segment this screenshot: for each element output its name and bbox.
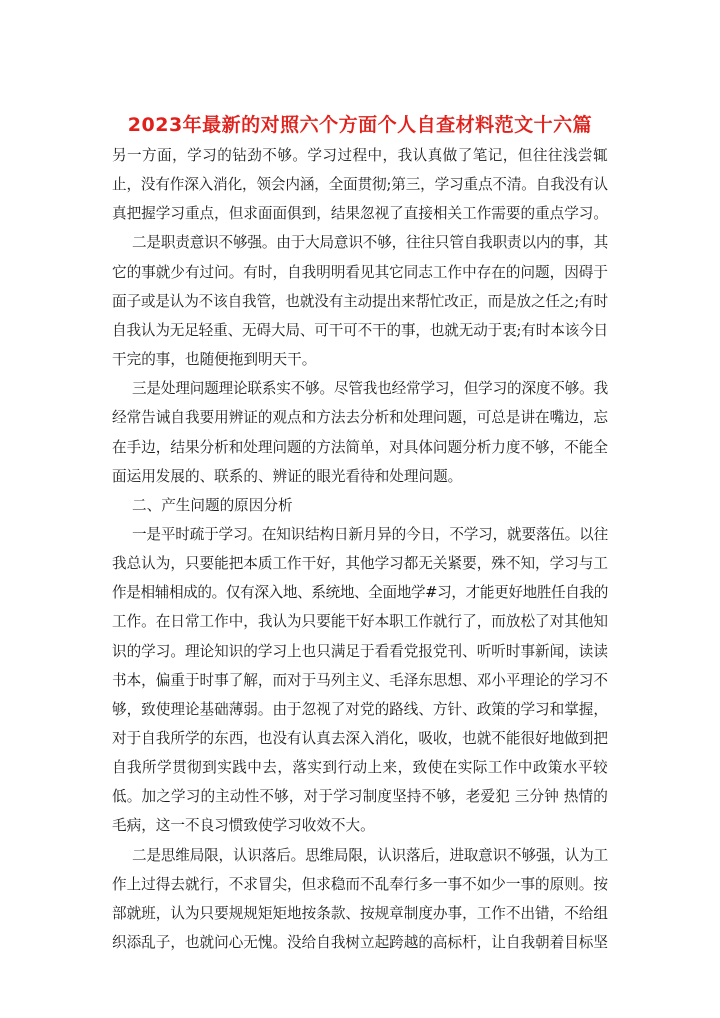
body-line-text: 干完的事，也随便拖到明天干。 (112, 351, 317, 369)
body-line (0, 580, 720, 606)
body-line (0, 872, 720, 898)
body-line-text: 另一方面，学习的钻劲不够。学习过程中，我认真做了笔记，但往往浅尝辄 (112, 147, 608, 164)
body-line (0, 143, 720, 169)
body-line-text: 面运用发展的、联系的、辨证的眼光看待和处理问题。 (112, 467, 463, 485)
body-line-text: 织添乱子，也就问心无愧。没给自我树立起跨越的高标杆，让自我朝着目标坚 (112, 934, 608, 952)
body-line (0, 609, 720, 635)
body-line-text: 面子或是认为不该自我管，也就没有主动提出来帮忙改正，而是放之任之;有时 (112, 292, 608, 310)
body-line-text: 书本，偏重于时事了解，而对于马列主义、毛泽东思想、邓小平理论的学习不 (112, 671, 608, 689)
body-line-text: 一是平时疏于学习。在知识结构日新月异的今日，不学习，就要落伍。以往 (132, 525, 608, 543)
document-title: 2023年最新的对照六个方面个人自查材料范文十六篇 (127, 114, 593, 136)
body-line (0, 843, 720, 869)
body-line-text: 真把握学习重点，但求面面俱到，结果忽视了直接相关工作需要的重点学习。 (112, 205, 608, 223)
body-line (0, 901, 720, 927)
body-line (0, 230, 720, 256)
body-line-text: 作是相辅相成的。仅有深入地、系统地、全面地学#习，才能更好地胜任自我的 (112, 584, 608, 602)
body-line (0, 668, 720, 694)
body-line-text: 二是思维局限，认识落后。思维局限，认识落后，进取意识不够强，认为工 (132, 846, 608, 864)
body-line (0, 813, 720, 839)
body-line-text: 够，致使理论基础薄弱。由于忽视了对党的路线、方针、政策的学习和掌握， (112, 700, 608, 718)
body-line-text: 经常告诫自我要用辨证的观点和方法去分析和处理问题，可总是讲在嘴边，忘 (112, 409, 608, 427)
body-line-text: 自我所学贯彻到实践中去，落实到行动上来，致使在实际工作中政策水平较 (112, 759, 608, 777)
body-line (0, 405, 720, 431)
body-line (0, 464, 720, 490)
body-line (0, 318, 720, 344)
body-line (0, 201, 720, 227)
body-line (0, 435, 720, 461)
body-line (0, 930, 720, 956)
body-line (0, 697, 720, 723)
body-line (0, 784, 720, 810)
body-line (0, 726, 720, 752)
body-line-text: 作上过得去就行，不求冒尖，但求稳而不乱奉行多一事不如少一事的原则。按 (112, 875, 608, 893)
body-line-text: 对于自我所学的东西，也没有认真去深入消化，吸收，也就不能很好地做到把 (112, 730, 608, 747)
body-line-text: 低。加之学习的主动性不够，对于学习制度坚持不够，老爱犯 三分钟 热情的 (112, 788, 608, 806)
body-line-text: 三是处理问题理论联系实不够。尽管我也经常学习，但学习的深度不够。我 (132, 380, 608, 398)
body-line-text: 二、产生问题的原因分析 (132, 496, 293, 514)
body-line-text: 止，没有作深入消化，领会内涵，全面贯彻;第三，学习重点不清。自我没有认 (112, 176, 608, 194)
body-line (0, 289, 720, 315)
body-line-text: 我总认为，只要能把本质工作干好，其他学习都无关紧要，殊不知，学习与工 (112, 555, 608, 573)
body-line (0, 347, 720, 373)
body-line-text: 识的学习。理论知识的学习上也只满足于看看党报党刊、听听时事新闻，读读 (112, 642, 608, 660)
body-line (0, 639, 720, 665)
body-line (0, 755, 720, 781)
body-line-text: 毛病，这一不良习惯致使学习收效不大。 (112, 817, 375, 835)
body-line-text: 自我认为无足轻重、无碍大局、可干可不干的事，也就无动于衷;有时本该今日 (112, 321, 608, 339)
body-line (0, 551, 720, 577)
body-line-text: 在手边，结果分析和处理问题的方法简单，对具体问题分析力度不够，不能全 (112, 438, 608, 456)
body-line (0, 522, 720, 548)
body-line (0, 376, 720, 402)
body-line-text: 工作。在日常工作中，我认为只要能干好本职工作就行了，而放松了对其他知 (112, 613, 608, 631)
body-line-text: 二是职责意识不够强。由于大局意识不够，往往只管自我职责以内的事，其 (132, 234, 608, 252)
body-line (0, 172, 720, 198)
body-line (0, 260, 720, 286)
body-line-text: 部就班，认为只要规规矩矩地按条款、按规章制度办事，工作不出错，不给组 (112, 904, 608, 922)
body-line-text: 它的事就少有过问。有时，自我明明看见其它同志工作中存在的问题，因碍于 (112, 263, 608, 281)
body-line (0, 493, 720, 519)
